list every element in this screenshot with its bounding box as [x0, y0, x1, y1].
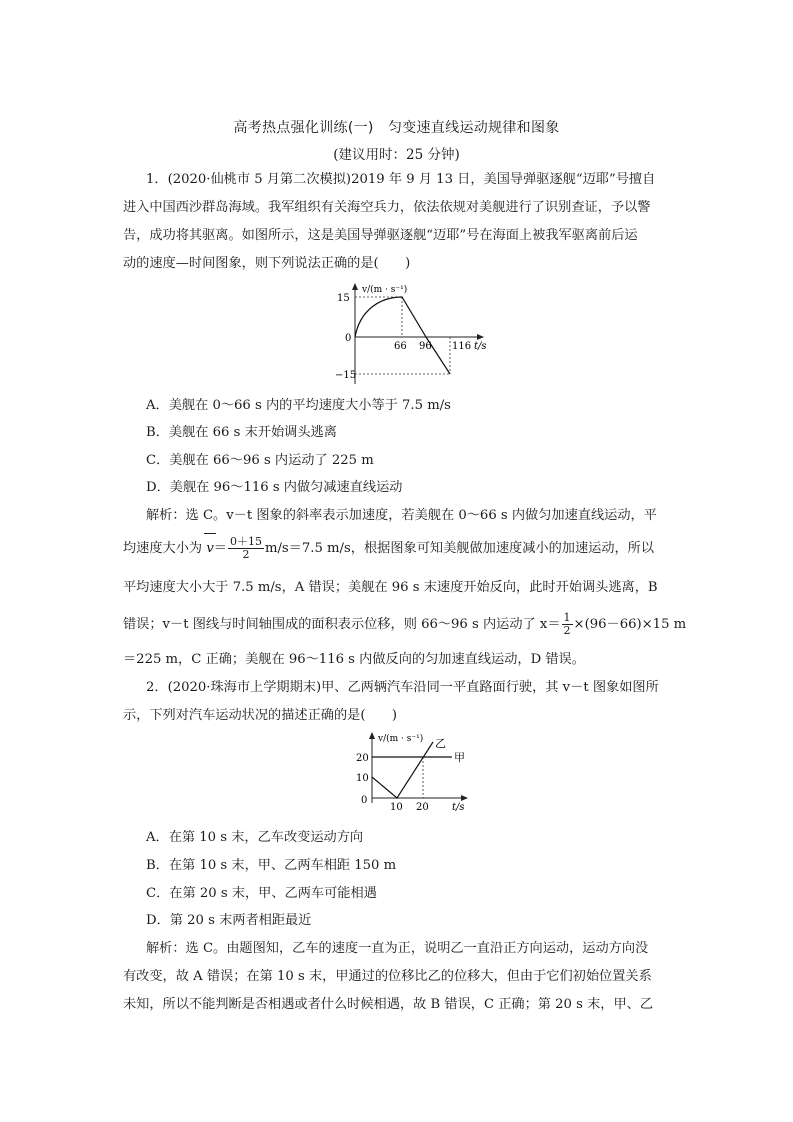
q1-analysis-line: ＝225 m，C 正确；美舰在 96～116 s 内做反向的匀加速直线运动，D 错误。	[123, 652, 585, 667]
q2-series-label-jia: 甲	[454, 751, 465, 764]
q2-x-arrow	[461, 795, 468, 801]
q2-x-tick: 20	[416, 802, 429, 813]
q1-stem-line: 动的速度—时间图象，则下列说法正确的是( )	[123, 256, 411, 271]
page-title: 高考热点强化训练(一) 匀变速直线运动规律和图象	[233, 120, 560, 136]
q1-y-tick: −15	[335, 370, 357, 381]
q2-option-d: D．第 20 s 末两者相距最近	[146, 913, 312, 928]
q1-fraction: $\frac{0+15}{2}$	[229, 535, 262, 561]
q2-analysis-line: 解析：选 C。由题图知，乙车的速度一直为正，说明乙一直沿正方向运动，运动方向没	[146, 941, 649, 956]
q1-option-a: A．美舰在 0～66 s 内的平均速度大小等于 7.5 m/s	[146, 398, 451, 413]
q1-option-c: C．美舰在 66～96 s 内运动了 225 m	[146, 453, 374, 468]
q2-option-b: B．在第 10 s 末，甲、乙两车相距 150 m	[146, 858, 397, 873]
q1-option-b: B．美舰在 66 s 末开始调头逃离	[146, 425, 337, 440]
q1-analysis-line: 平均速度大小大于 7.5 m/s，A 错误；美舰在 96 s 末速度开始反向，此时开始调头逃离，B	[123, 580, 658, 595]
q1-fraction-half: $\frac{1}{2}$	[563, 611, 571, 637]
q1-analysis-line: 均速度大小为 v＝ $\frac{0+15}{2}$ m/s＝7.5 m/s，根据图象可知美舰做加速度减小的加速运动，所以	[123, 535, 655, 561]
q2-x-label: t/s	[452, 802, 465, 813]
q1-stem-line: 1．(2020·仙桃市 5 月第二次模拟)2019 年 9 月 13 日，美国导弹驱逐舰“迈耶”号擅自	[146, 172, 656, 187]
q1-analysis-line: 解析：选 C。v－t 图象的斜率表示加速度，若美舰在 0～66 s 内做匀加速直线运动，平	[146, 508, 657, 523]
q2-stem-line: 2．(2020·珠海市上学期期末)甲、乙两辆汽车沿同一平直路面行驶，其 v－t 图象如图所	[146, 680, 659, 695]
q2-y-arrow	[369, 732, 375, 739]
q1-vt-graph	[325, 280, 505, 385]
q2-analysis-line: 未知，所以不能判断是否相遇或者什么时候相遇，故 B 错误，C 正确；第 20 s 末，甲、乙	[123, 997, 654, 1012]
q1-stem-line: 告，成功将其驱离。如图所示，这是美国导弹驱逐舰“迈耶”号在海面上被我军驱离前后运	[123, 228, 638, 243]
q1-y-tick: 15	[337, 293, 350, 304]
q2-y-label: v/(m · s⁻¹)	[378, 734, 424, 744]
q1-x-label: t/s	[474, 341, 487, 352]
q1-y-arrow	[352, 283, 358, 290]
q1-y-label: v/(m · s⁻¹)	[362, 285, 408, 295]
q2-x-tick: 10	[390, 802, 403, 813]
q1-analysis-line: 错误；v－t 图线与时间轴围成的面积表示位移，则 66～96 s 内运动了 x＝ $\frac{1}{2}$ ×(96－66)×15 m	[123, 611, 687, 637]
q2-series-label-yi: 乙	[435, 737, 446, 750]
q2-y-tick: 20	[356, 753, 369, 764]
q2-y-tick: 10	[356, 773, 369, 784]
q2-stem-line: 示，下列对汽车运动状况的描述正确的是( )	[123, 708, 398, 723]
q2-option-a: A．在第 10 s 末，乙车改变运动方向	[146, 830, 364, 845]
page-subtitle: (建议用时：25 分钟)	[333, 147, 460, 163]
q1-velocity-curve	[355, 297, 450, 374]
q1-option-d: D．美舰在 96～116 s 内做匀减速直线运动	[146, 480, 403, 495]
q2-y-tick: 0	[361, 795, 368, 806]
q2-analysis-line: 有改变，故 A 错误；在第 10 s 末，甲通过的位移比乙的位移大，但由于它们初始位置关系	[123, 969, 652, 984]
q2-series-yi	[372, 742, 433, 798]
q1-x-arrow	[477, 334, 484, 340]
q1-x-tick: 66	[394, 341, 407, 352]
q1-y-tick: 0	[345, 333, 352, 344]
q1-mean-velocity-symbol: v	[206, 539, 213, 559]
q2-vt-graph	[340, 728, 475, 813]
q2-option-c: C．在第 20 s 末，甲、乙两车可能相遇	[146, 886, 377, 901]
q1-x-tick: 116	[452, 341, 472, 352]
q1-stem-line: 进入中国西沙群岛海域。我军组织有关海空兵力，依法依规对美舰进行了识别查证，予以警	[123, 200, 651, 215]
q1-x-tick: 96	[419, 341, 432, 352]
